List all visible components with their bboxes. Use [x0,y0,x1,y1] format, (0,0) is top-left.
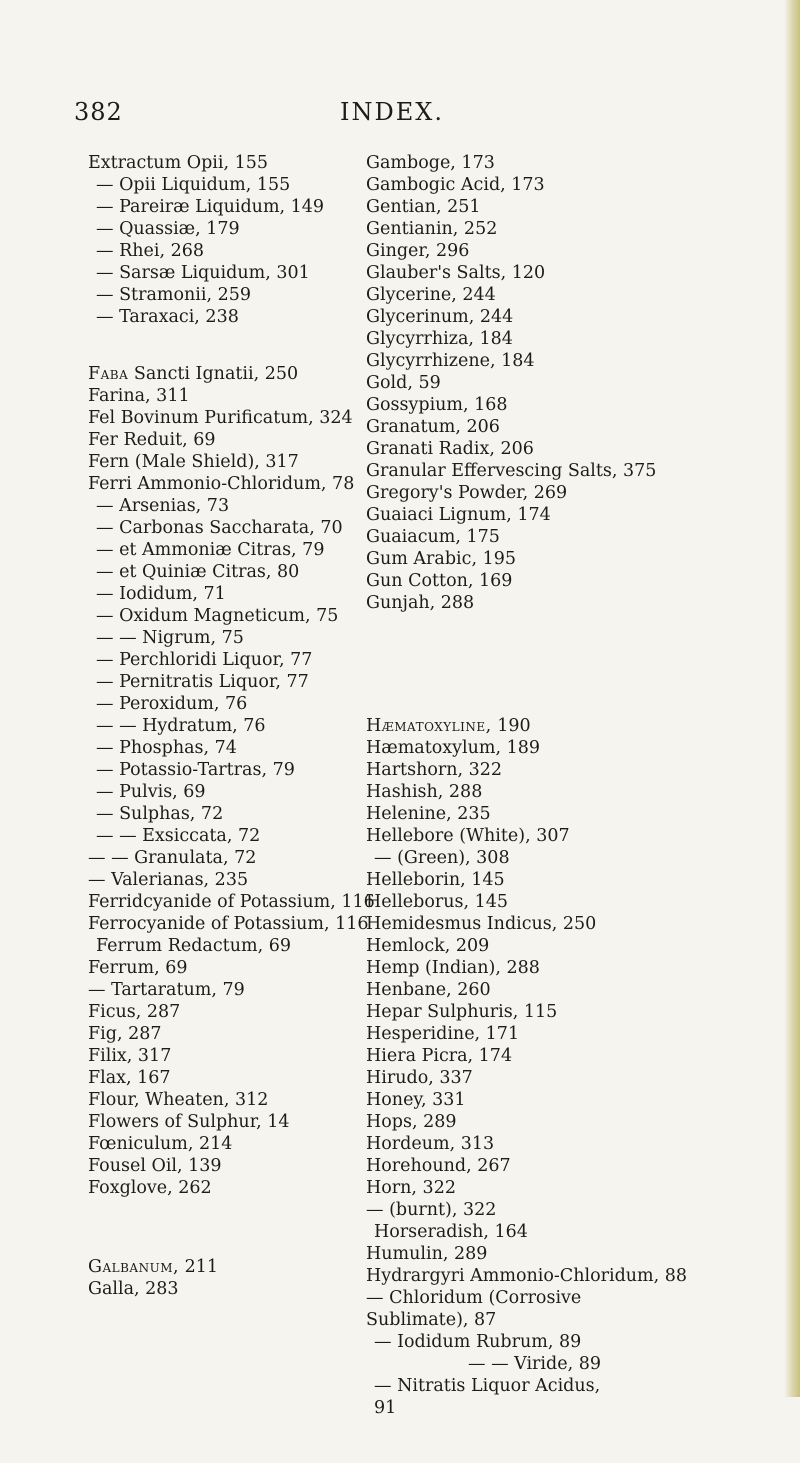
index-entry: — Quassiæ, 179 [96,219,240,239]
index-entry: Hydrargyri Ammonio-Chloridum, 88 [366,1266,688,1286]
index-entry: Guaiacum, 175 [366,527,500,547]
index-entry: — et Quiniæ Citras, 80 [96,562,300,582]
index-entry: Foxglove, 262 [88,1178,212,1198]
page-header [0,98,800,134]
index-entry: Fer Reduit, 69 [88,430,216,450]
index-entry: Gentianin, 252 [366,219,498,239]
index-entry: Granatum, 206 [366,417,500,437]
running-head: INDEX. [340,98,444,126]
index-entry: Ferri Ammonio-Chloridum, 78 [88,474,355,494]
index-entry: Fig, 287 [88,1024,162,1044]
section-gap [366,658,786,715]
index-entry: Gun Cotton, 169 [366,571,513,591]
index-entry: Hartshorn, 322 [366,760,503,780]
index-entry: Helleborus, 145 [366,892,509,912]
index-entry [88,363,360,385]
index-entry: Ferrocyanide of Potassium, 116 [88,914,369,934]
index-entry: Gregory's Powder, 269 [366,483,568,503]
index-entry [366,614,786,636]
index-entry: — Stramonii, 259 [96,285,252,305]
index-entry: Ferrum Redactum, 69 [96,936,291,956]
index-entry: — — Exsiccata, 72 [96,826,261,846]
index-entry: — Chloridum (Corrosive [366,1288,582,1308]
section-gap [88,328,360,363]
index-entry: Hordeum, 313 [366,1134,495,1154]
index-entry: Helleborin, 145 [366,870,505,890]
index-entry: — Iodidum, 71 [96,584,226,604]
index-entry: Humulin, 289 [366,1244,488,1264]
index-entry: Glauber's Salts, 120 [366,263,546,283]
index-entry: Gum Arabic, 195 [366,549,516,569]
index-entry: Hemidesmus Indicus, 250 [366,914,597,934]
index-entry [366,715,786,737]
section-gap [88,1199,360,1256]
index-entry: Fœniculum, 214 [88,1134,233,1154]
entry-text: 190 [497,716,531,736]
index-entry: Henbane, 260 [366,980,491,1000]
index-column-right [366,152,786,1463]
index-entry: Ginger, 296 [366,241,470,261]
index-entry: Hemlock, 209 [366,936,490,956]
index-entry: — Taraxaci, 238 [96,307,239,327]
index-entry: — Opii Liquidum, 155 [96,175,291,195]
index-entry: Glycyrrhiza, 184 [366,329,513,349]
index-entry: Galla, 283 [88,1279,179,1299]
index-entry [366,1441,786,1463]
index-entry: Flour, Wheaten, 312 [88,1090,269,1110]
index-entry: Guaiaci Lignum, 174 [366,505,551,525]
index-entry: — Iodidum Rubrum, 89 [374,1332,582,1352]
index-entry: Gambogic Acid, 173 [366,175,545,195]
index-entry: Gamboge, 173 [366,153,495,173]
section-lead: Hæmatoxyline, [366,716,492,736]
index-entry: — Tartaratum, 79 [88,980,245,1000]
index-entry: — — Granulata, 72 [88,848,257,868]
index-entry: — — Nigrum, 75 [96,628,244,648]
index-entry: — Potassio-Tartras, 79 [96,760,295,780]
index-entry: — et Ammoniæ Citras, 79 [96,540,325,560]
page-number: 382 [74,98,123,126]
index-entry: Honey, 331 [366,1090,466,1110]
index-entry: — Pernitratis Liquor, 77 [96,672,309,692]
index-entry: — Sarsæ Liquidum, 301 [96,263,310,283]
index-entry: Helenine, 235 [366,804,491,824]
index-entry: — Carbonas Saccharata, 70 [96,518,343,538]
index-entry: — Oxidum Magneticum, 75 [96,606,339,626]
index-entry: — — Viride, 89 [468,1354,601,1374]
page-edge [784,0,800,1397]
index-entry: Flowers of Sulphur, 14 [88,1112,290,1132]
index-entry: Hiera Picra, 174 [366,1046,513,1066]
index-entry: Sublimate), 87 [366,1310,497,1330]
index-entry: Gold, 59 [366,373,441,393]
index-entry: — Perchloridi Liquor, 77 [96,650,313,670]
index-entry: Hirudo, 337 [366,1068,473,1088]
index-entry: Hashish, 288 [366,782,483,802]
entry-text: 211 [184,1257,219,1277]
section-lead: Faba [88,364,129,384]
index-entry: Ferridcyanide of Potassium, 116 [88,892,375,912]
index-entry: Granular Effervescing Salts, 375 [366,461,657,481]
index-entry: — Nitratis Liquor Acidus, [374,1376,601,1396]
index-entry [88,1256,360,1278]
index-entry: — Peroxidum, 76 [96,694,248,714]
index-entry: Ferrum, 69 [88,958,188,978]
index-entry: — — Hydratum, 76 [96,716,266,736]
index-entry: — Arsenias, 73 [96,496,230,516]
index-entry: Hesperidine, 171 [366,1024,520,1044]
index-entry: Ficus, 287 [88,1002,181,1022]
index-entry: Extractum Opii, 155 [88,153,269,173]
index-entry: Granati Radix, 206 [366,439,534,459]
index-entry: — (Green), 308 [374,848,510,868]
index-entry: Glycerinum, 244 [366,307,514,327]
index-column-left [88,152,375,1300]
index-entry: Glycerine, 244 [366,285,496,305]
index-entry: Fern (Male Shield), 317 [88,452,299,472]
index-entry: Hellebore (White), 307 [366,826,570,846]
index-entry: Hæmatoxylum, 189 [366,738,541,758]
index-entry: Farina, 311 [88,386,190,406]
index-entry: Horseradish, 164 [374,1222,528,1242]
index-entry: — Valerianas, 235 [88,870,249,890]
index-entry: — Rhei, 268 [96,241,204,261]
index-entry: Glycyrrhizene, 184 [366,351,535,371]
index-entry: 91 [374,1398,397,1418]
index-entry: Fel Bovinum Purificatum, 324 [88,408,353,428]
index-entry: Fousel Oil, 139 [88,1156,222,1176]
index-entry: Hepar Sulphuris, 115 [366,1002,558,1022]
index-entry: Hemp (Indian), 288 [366,958,540,978]
index-entry: — Pulvis, 69 [96,782,206,802]
index-entry: Gentian, 251 [366,197,481,217]
entry-text: Sancti Ignatii, 250 [133,364,299,384]
index-entry: Filix, 317 [88,1046,172,1066]
index-entry: Flax, 167 [88,1068,171,1088]
index-entry: Horehound, 267 [366,1156,511,1176]
index-entry: Gossypium, 168 [366,395,508,415]
index-entry: — (burnt), 322 [366,1200,497,1220]
index-entry: Horn, 322 [366,1178,456,1198]
index-entry: Gunjah, 288 [366,593,475,613]
index-entry: — Sulphas, 72 [96,804,224,824]
index-entry [366,636,786,658]
index-entry: — Phosphas, 74 [96,738,237,758]
index-entry [366,1419,786,1441]
index-entry: — Pareiræ Liquidum, 149 [96,197,325,217]
index-entry: Hops, 289 [366,1112,457,1132]
section-lead: Galbanum, [88,1257,180,1277]
